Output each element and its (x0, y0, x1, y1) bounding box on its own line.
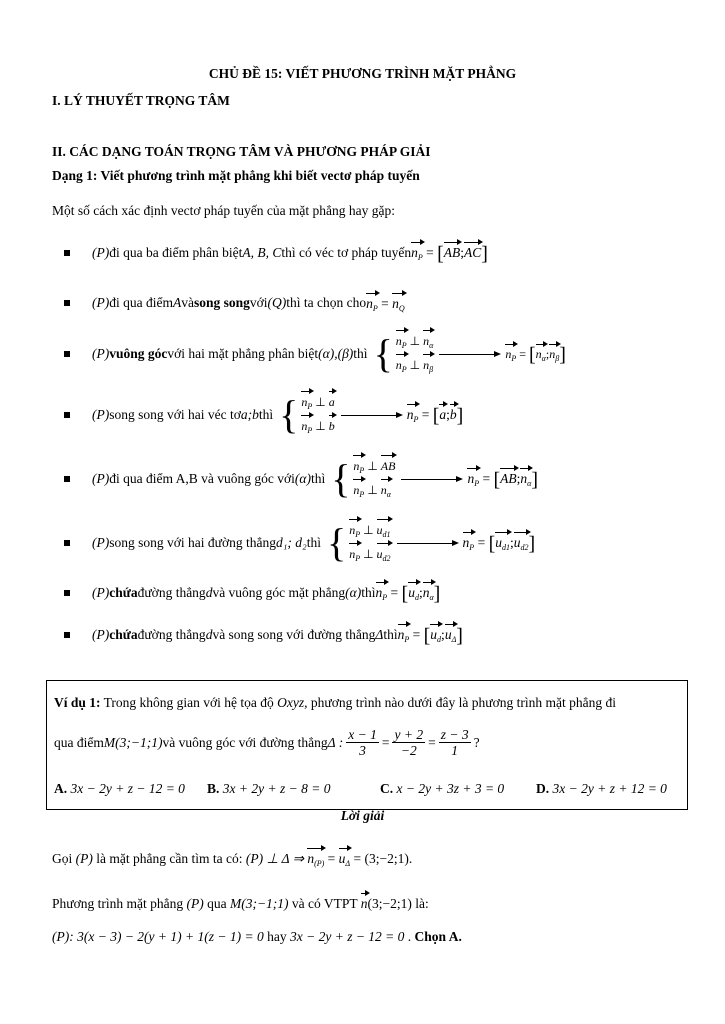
bullet-item-2: (P) đi qua điểm A và song song với (Q) thì ta chọn cho $n_P = n_Q$ (64, 293, 405, 313)
normal-vector-formula: $n_P$ = $[u_d;n_\alpha]$ (375, 583, 441, 605)
section-heading-1: I. LÝ THUYẾT TRỌNG TÂM (52, 93, 230, 108)
solution-heading: Lời giải (340, 808, 385, 823)
example-line-2: qua điểm M(3;−1;1) và vuông góc với đường thẳng Δ : $\frac{x - 1}{3}$ = $\frac{y + 2}{-2}$ = $\frac{z - 3}{1}$ ? (54, 727, 480, 758)
bullet-icon (64, 351, 70, 357)
condition-system: { $n_P$ ⊥ $u_{d1}$ $n_P$ ⊥ $u_{d2}$ $n_P$ = $[u_{d1};u_{d2}]$ (327, 520, 536, 565)
normal-vector-formula: $n_P = n_Q$ (366, 293, 405, 313)
arrow-icon (341, 415, 401, 416)
dang1-heading: Dạng 1: Viết phương trình mặt phẳng khi biết vectơ pháp tuyến (52, 168, 420, 183)
intro-text: Một số cách xác định vectơ pháp tuyến của mặt phẳng hay gặp: (52, 203, 396, 218)
arrow-icon (397, 543, 457, 544)
fraction-3: $\frac{z - 3}{1}$ (440, 727, 469, 758)
option-d[interactable]: D. 3x − 2y + z + 12 = 0 (536, 781, 667, 796)
bullet-icon (64, 590, 70, 596)
option-b[interactable]: B. 3x + 2y + z − 8 = 0 (207, 781, 331, 796)
section-heading-2: II. CÁC DẠNG TOÁN TRỌNG TÂM VÀ PHƯƠNG PHÁP GIẢI (52, 144, 431, 159)
bullet-icon (64, 540, 70, 546)
page-title: CHỦ ĐỀ 15: VIẾT PHƯƠNG TRÌNH MẶT PHẲNG (208, 66, 517, 81)
bullet-icon (64, 300, 70, 306)
normal-vector-formula: $n_P$ = $[u_d;u_\Delta]$ (397, 625, 463, 647)
bullet-icon (64, 250, 70, 256)
condition-system: { $n_P$ ⊥ a $n_P$ ⊥ b $n_P$ = [a;b] (279, 392, 464, 437)
fraction-2: $\frac{y + 2}{-2}$ (394, 727, 424, 758)
bullet-icon (64, 476, 70, 482)
bullet-item-1: (P) đi qua ba điểm phân biệt A, B, C thì có véc tơ pháp tuyến $n_P$ = [AB;AC] (64, 242, 488, 264)
solution-line-2: Phương trình mặt phẳng (P) qua M(3;−1;1) và có VTPT n(3;−2;1) là: (52, 893, 429, 912)
arrow-icon (439, 354, 499, 355)
option-a[interactable]: A. 3x − 2y + z − 12 = 0 (54, 781, 185, 796)
bullet-icon (64, 412, 70, 418)
normal-vector-formula: $n_P$ = [AB;AC] (411, 243, 488, 265)
condition-system: { $n_P$ ⊥ AB $n_P$ ⊥ $n_\alpha$ $n_P$ = $[AB;n_\alpha]$ (331, 456, 539, 501)
bullet-item-8: (P) chứa đường thẳng d và song song với đường thẳng Δ thì $n_P$ = $[u_d;u_\Delta]$ (64, 624, 463, 646)
fraction-1: $\frac{x - 1}{3}$ (348, 727, 377, 758)
solution-line-1: Gọi (P) là mặt phẳng cần tìm ta có: (P) ⊥ Δ ⇒ $n_{(P)} = u_\Delta$ = (3;−2;1). (52, 848, 412, 868)
bullet-item-4: (P) song song với hai véc tơ a;b thì { $n_P$ ⊥ a $n_P$ ⊥ b $n_P$ = [a;b] (64, 391, 463, 439)
condition-system: { $n_P$ ⊥ $n_\alpha$ $n_P$ ⊥ $n_\beta$ $n_P$ = $[n_\alpha;n_\beta]$ (373, 331, 566, 376)
bullet-item-7: (P) chứa đường thẳng d và vuông góc mặt phẳng (α) thì $n_P$ = $[u_d;n_\alpha]$ (64, 582, 440, 604)
example-line-1: Ví dụ 1: Trong không gian với hệ tọa độ Oxyz, phương trình nào dưới đây là phương trình mặt phẳng đi (54, 695, 616, 710)
option-c[interactable]: C. x − 2y + 3z + 3 = 0 (380, 781, 505, 796)
bullet-item-5: (P) đi qua điểm A,B và vuông góc với (α) thì { $n_P$ ⊥ AB $n_P$ ⊥ $n_\alpha$ $n_P$ = $[AB;n_\alpha]$ (64, 455, 538, 503)
bullet-item-6: (P) song song với hai đường thẳng d₁; d₂ thì { $n_P$ ⊥ $u_{d1}$ $n_P$ ⊥ $u_{d2}$ $n_P$ = $[u_{d1};u_{d2}]$ (64, 519, 535, 567)
arrow-icon (401, 479, 461, 480)
bullet-item-3: (P) vuông góc với hai mặt phẳng phân biệt (α),(β) thì { $n_P$ ⊥ $n_\alpha$ $n_P$ ⊥ $n_\beta$ $n_P$ = $[n_\alpha;n_\beta]$ (64, 330, 566, 378)
bullet-icon (64, 632, 70, 638)
solution-line-3: (P): 3(x − 3) − 2(y + 1) + 1(z − 1) = 0 hay 3x − 2y + z − 12 = 0 . Chọn A. (52, 929, 462, 944)
